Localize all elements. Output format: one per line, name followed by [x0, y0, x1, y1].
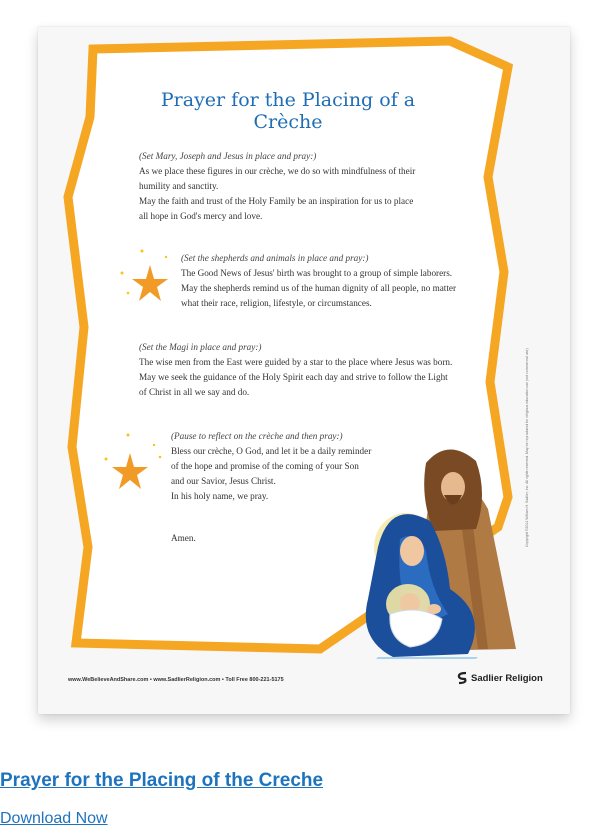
stanza-line: May the shepherds remind us of the human dignity of all people, no matter [181, 283, 457, 293]
stanza-line: May the faith and trust of the Holy Family be an inspiration for us to place [139, 196, 414, 206]
sadlier-mark-icon [456, 671, 468, 685]
star-icon [110, 245, 174, 309]
stanza-direction: (Pause to reflect on the crèche and then pray:) [171, 431, 343, 441]
stanza-line: The wise men from the East were guided by a star to the place where Jesus was born. [139, 357, 453, 367]
stanza-line: The Good News of Jesus' birth was brought to a group of simple laborers. [181, 268, 453, 278]
download-now-link[interactable]: Download Now [0, 810, 108, 827]
stanza-line: In his holy name, we pray. [171, 491, 269, 501]
prayer-sheet-preview [38, 27, 570, 714]
footer-contact: www.WeBelieveAndShare.com • www.SadlierReligion.com • Toll Free 800-221-5175 [68, 677, 284, 683]
stanza-line: and our Savior, Jesus Christ. [171, 476, 276, 486]
stanza-direction: (Set the shepherds and animals in place and pray:) [181, 253, 369, 263]
stanza-line: As we place these figures in our crèche, we do so with mindfulness of their [139, 166, 416, 176]
stanza-direction: (Set the Magi in place and pray:) [139, 342, 262, 352]
copyright-notice: Copyright ©2014 William H. Sadlier, Inc. All rights reserved. May be reproduced for religious education use (not commercial use) [525, 348, 529, 547]
document-title: Prayer for the Placing of a Crèche [160, 89, 416, 133]
prayer-stanza [139, 340, 469, 400]
resource-title-link[interactable]: Prayer for the Placing of the Creche [0, 770, 324, 791]
holy-family-illustration [338, 439, 523, 659]
stanza-line: humility and sanctity. [139, 181, 219, 191]
stanza-line: of Christ in all we say and do. [139, 387, 250, 397]
sadlier-logo [456, 671, 543, 685]
prayer-stanza [181, 251, 481, 311]
stanza-direction: (Set Mary, Joseph and Jesus in place and pray:) [139, 151, 317, 161]
brand-name: Sadlier Religion [471, 672, 543, 684]
stanza-line: what their race, religion, lifestyle, or circumstances. [181, 298, 372, 308]
stanza-line: Bless our crèche, O God, and let it be a daily reminder [171, 446, 372, 456]
stanza-line: all hope in God's mercy and love. [139, 211, 263, 221]
star-icon [98, 429, 168, 499]
prayer-stanza [139, 149, 439, 224]
amen-text: Amen. [171, 533, 196, 543]
stanza-line: of the hope and promise of the coming of your Son [171, 461, 359, 471]
stanza-line: May we seek the guidance of the Holy Spirit each day and strive to follow the Light [139, 372, 448, 382]
